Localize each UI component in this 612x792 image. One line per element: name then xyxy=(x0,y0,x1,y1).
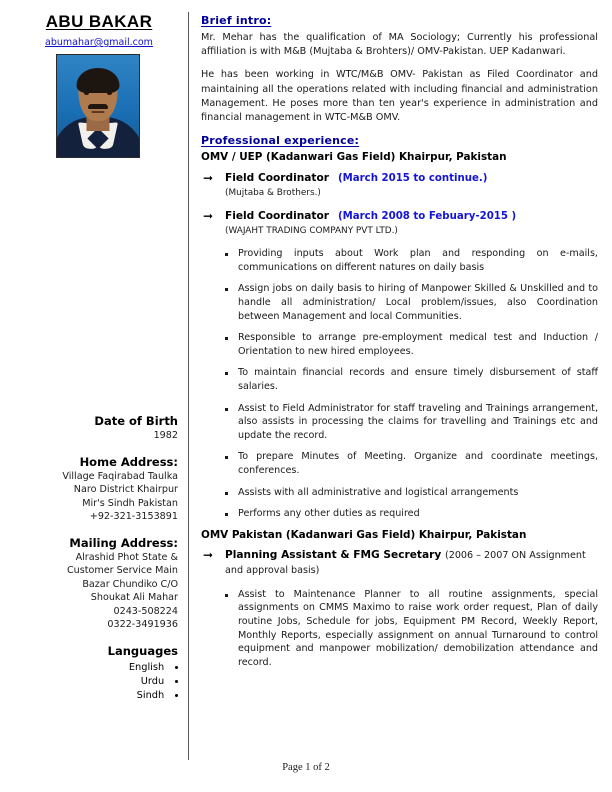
date-of-birth-block xyxy=(6,414,178,443)
home-address-block xyxy=(6,455,178,524)
list-item xyxy=(6,689,178,703)
language-label: Sindh xyxy=(136,689,165,701)
date-of-birth-value: 1982 xyxy=(153,430,178,441)
list-item: Assists with all administrative and logistical arrangements xyxy=(225,486,598,500)
job-date: (March 2015 to continue.) xyxy=(337,173,488,185)
photo-moustache xyxy=(88,104,108,109)
photo-mouth xyxy=(92,111,105,113)
professional-experience-heading: Professional experience: xyxy=(201,134,360,148)
double-arrow-icon: ➞ xyxy=(203,209,214,224)
photo-eye-right xyxy=(107,92,112,95)
brief-intro-paragraph: Mr. Mehar has the qualification of MA Sociology; Currently his professional affiliation is with M&B (Mujtaba & Brohters)/ OMV-Pakistan. UEP Kadanwari. xyxy=(201,32,598,58)
languages-block xyxy=(6,644,178,703)
page-footer: Page 1 of 2 xyxy=(282,762,330,773)
language-label: Urdu xyxy=(140,675,165,687)
double-arrow-icon: ➞ xyxy=(203,547,214,562)
language-label: English xyxy=(128,661,165,673)
photo-container xyxy=(6,54,178,162)
home-address-line: Village Faqirabad Taulka xyxy=(62,470,178,482)
employer-name-1: OMV / UEP (Kadanwari Gas Field) Khairpur, Pakistan xyxy=(201,151,507,164)
mailing-address-heading: Mailing Address: xyxy=(69,535,178,550)
list-item: Responsible to arrange pre-employment medical test and Induction / Orientation to new hired employees. xyxy=(225,331,598,358)
mailing-address-block xyxy=(6,536,178,632)
languages-heading: Languages xyxy=(107,643,178,658)
home-address-heading: Home Address: xyxy=(79,454,178,469)
brief-intro-paragraph: He has been working in WTC/M&B OMV- Pakistan as Filed Coordinator and maintaining all the operations related with including financial and administration Management. He poses more than ten year's experience in administration and financial management in WTC-M&B OMV. xyxy=(201,69,598,124)
photo-eyebrows xyxy=(84,87,112,90)
job-date: (2006 – 2007 ON Assignment and approval basis) xyxy=(225,549,586,576)
double-arrow-icon: ➞ xyxy=(203,171,214,186)
mailing-address-line: Shoukat Ali Mahar xyxy=(90,592,178,603)
list-item: Providing inputs about Work plan and responding on e-mails, communications on different natures on daily basis xyxy=(225,247,598,274)
sidebar xyxy=(0,0,188,766)
job-title-row xyxy=(225,548,598,578)
duties-list-2 xyxy=(201,588,598,670)
mailing-address-line: Customer Service Main xyxy=(66,565,178,576)
photo-eye-left xyxy=(84,92,89,95)
employer-name-2: OMV Pakistan (Kadanwari Gas Field) Khairpur, Pakistan xyxy=(201,528,527,541)
sidebar-spacer xyxy=(6,172,178,414)
list-item: Assist to Maintenance Planner to all routine assignments, special assignments on CMMS Maximo to raise work order request, Plan of daily routine Jobs, Schedule for jobs, Equipment PM Record, Weekly Report, Monthly Reports, especially assignment on annual Turnaround to control equipment and manpower mobilization/ demobilization attendance and record. xyxy=(225,588,598,670)
job-title-row xyxy=(225,171,598,186)
main-content xyxy=(189,0,612,766)
date-of-birth-heading: Date of Birth xyxy=(94,414,178,428)
job-title-row xyxy=(225,209,598,224)
job-entry xyxy=(201,209,598,237)
list-item: Assist to Field Administrator for staff traveling and Trainings arrangement, also assists in processing the claims for travelling and Trainings etc and update the record. xyxy=(225,402,598,443)
languages-list xyxy=(6,661,178,703)
mailing-address-line: Alrashid Phot State & xyxy=(75,551,178,563)
home-phone: +92-321-3153891 xyxy=(89,511,178,522)
brief-intro-heading: Brief intro: xyxy=(201,14,272,27)
duties-list xyxy=(201,247,598,521)
email-link[interactable]: abumahar@gmail.com xyxy=(45,37,153,48)
list-item xyxy=(6,661,178,675)
page-title: ABU BAKAR xyxy=(45,12,153,31)
job-title: Field Coordinator xyxy=(225,210,329,223)
list-item: To maintain financial records and ensure timely disbursement of staff salaries. xyxy=(225,366,598,393)
mailing-phone: 0243-508224 xyxy=(113,605,178,617)
list-item: Assign jobs on daily basis to hiring of Manpower Skilled & Unskilled and to handle all administration/ Local problem/issues, also Coordination between Management and local Communities. xyxy=(225,282,598,323)
profile-photo xyxy=(56,54,140,158)
list-item: Performs any other duties as required xyxy=(225,507,598,521)
list-item xyxy=(6,675,178,689)
job-subtitle: (Mujtaba & Brothers.) xyxy=(225,188,321,199)
job-entry xyxy=(201,548,598,578)
job-entry xyxy=(201,171,598,199)
home-address-line: Mir's Sindh Pakistan xyxy=(82,497,178,509)
job-subtitle: (WAJAHT TRADING COMPANY PVT LTD.) xyxy=(225,226,398,237)
job-title: Field Coordinator xyxy=(225,172,329,185)
mailing-address-line: Bazar Chundiko C/O xyxy=(82,578,178,590)
home-address-line: Naro District Khairpur xyxy=(73,484,178,495)
job-title: Planning Assistant & FMG Secretary xyxy=(225,548,442,561)
mailing-mobile: 0322-3491936 xyxy=(107,619,178,630)
job-date: (March 2008 to Febuary-2015 ) xyxy=(337,211,517,223)
list-item: To prepare Minutes of Meeting. Organize and coordinate meetings, conferences. xyxy=(225,450,598,477)
